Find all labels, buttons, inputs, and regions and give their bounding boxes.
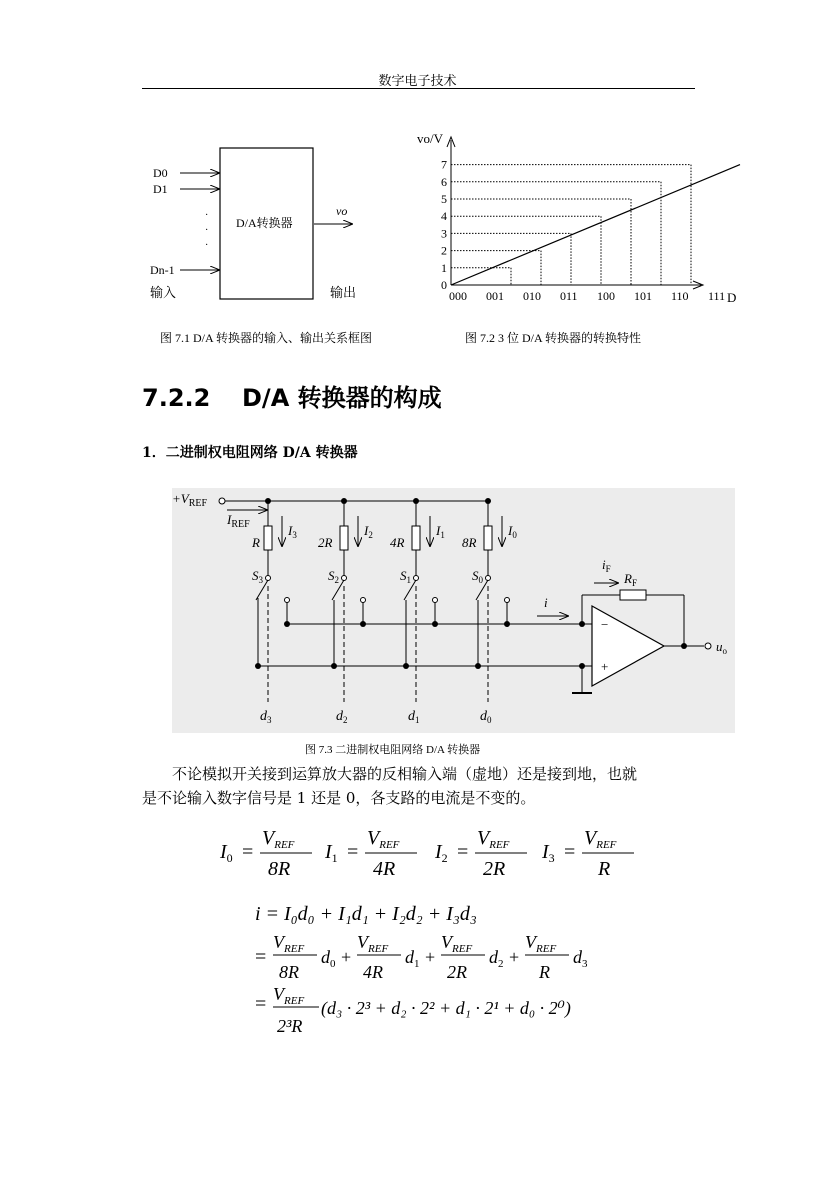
- y-tick-label: 4: [441, 209, 447, 224]
- svg-text:IREF: $I_{REF}$: [227, 512, 250, 530]
- chart-xlabel: D: [727, 290, 737, 305]
- formula-num: $V_{REF}$: [477, 827, 510, 851]
- svg-text:d2: $d_2$: [489, 947, 504, 970]
- svg-text:=: =: [564, 841, 576, 863]
- chart-ylabel: vo/V: [417, 131, 443, 146]
- formula-num: $V_{REF}$: [262, 827, 295, 851]
- vref-label: +V: [172, 491, 189, 506]
- resistor-label: 8R: [462, 535, 477, 550]
- formula-lhs: $I_3$: [542, 841, 555, 865]
- switch-label: $S_2$: [328, 568, 339, 585]
- subsection-heading: 1．二进制权电阻网络 D/A 转换器: [142, 445, 358, 461]
- fig73-circuit: [172, 488, 735, 733]
- branch-current-label: $I_1$: [436, 523, 445, 540]
- section-title: D/A 转换器的构成: [242, 384, 442, 412]
- x-tick-label: 001: [486, 289, 504, 303]
- svg-text:d1: $d_1$: [405, 947, 420, 970]
- formula-final-den: 2³R: [277, 1016, 303, 1036]
- iref-label: I: [227, 512, 232, 527]
- branch-resistor: [264, 526, 272, 550]
- svg-text:+VREF: $+V_{REF}$: [172, 491, 208, 509]
- svg-text:+: +: [341, 947, 352, 967]
- switch-label: $S_0$: [472, 568, 483, 585]
- op-amp-minus: −: [601, 617, 609, 632]
- y-tick-label: 0: [441, 278, 447, 292]
- svg-text:VREF: $V_{REF}$: [273, 984, 305, 1007]
- input-label: 输入: [150, 285, 177, 300]
- i-label: i: [544, 595, 548, 610]
- rf-label: R: [624, 571, 632, 586]
- formula-lhs: $I_2$: [435, 841, 448, 865]
- if-label: i: [602, 557, 606, 572]
- svg-text:=: =: [255, 946, 267, 968]
- y-tick-label: 1: [441, 260, 447, 275]
- formula-block: [215, 818, 655, 1058]
- header-rule: [142, 88, 695, 89]
- formula-den: 8R: [268, 858, 291, 880]
- svg-text:·: ·: [205, 210, 209, 221]
- x-tick-label: 110: [671, 289, 689, 303]
- output-symbol: vo: [336, 204, 348, 218]
- svg-text:VREF: $V_{REF}$: [273, 932, 305, 955]
- input-d0: D0: [153, 166, 168, 180]
- formula-lhs: $I_1$: [325, 841, 338, 865]
- transfer-line: [451, 165, 740, 285]
- branch-current-label: $I_0$: [508, 523, 517, 540]
- y-tick-label: 5: [441, 192, 447, 206]
- x-tick-label: 100: [597, 289, 615, 303]
- resistor-label: 4R: [390, 535, 405, 550]
- y-tick-label: 7: [441, 157, 447, 172]
- formula-lhs: $I_0$: [220, 841, 233, 865]
- svg-text:4R: 4R: [363, 962, 383, 982]
- svg-text:8R: 8R: [279, 962, 299, 982]
- svg-text:VREF: $V_{REF}$: [441, 932, 473, 955]
- svg-text:VREF: $V_{REF}$: [525, 932, 557, 955]
- svg-text:=: =: [457, 841, 469, 863]
- formula-num: $V_{REF}$: [367, 827, 400, 851]
- resistor-label: R: [252, 535, 260, 550]
- dac-box-label: D/A转换器: [236, 216, 293, 230]
- svg-text:R: R: [539, 962, 550, 982]
- fig72-transfer-chart: [415, 125, 745, 310]
- formula-current-sum: i = I₀d₀ + I₁d₁ + I₂d₂ + I₃d₃: [255, 903, 477, 925]
- svg-text:·: ·: [205, 225, 209, 236]
- formula-den: R: [598, 858, 611, 880]
- paragraph-line1: 不论模拟开关接到运算放大器的反相输入端（虚地）还是接到地，也就: [172, 765, 638, 783]
- branch-resistor: [484, 526, 492, 550]
- switch-label: $S_3$: [252, 568, 263, 585]
- svg-text:=: =: [242, 841, 254, 863]
- branch-current-label: $I_2$: [364, 523, 373, 540]
- switch-label: $S_1$: [400, 568, 411, 585]
- svg-text:iF: $i_F$: [602, 557, 611, 574]
- digit-label: $d_2$: [336, 709, 348, 725]
- digit-label: $d_1$: [408, 709, 420, 725]
- svg-text:d0: $d_0$: [321, 947, 336, 970]
- section-number: 7.2.2: [142, 384, 211, 412]
- x-tick-label: 000: [449, 289, 467, 303]
- output-label: u: [716, 639, 723, 654]
- fig73-caption: 图 7.3 二进制权电阻网络 D/A 转换器: [305, 744, 481, 756]
- svg-text:·: ·: [205, 240, 209, 251]
- svg-text:2R: 2R: [447, 962, 467, 982]
- svg-text:=: =: [347, 841, 359, 863]
- svg-text:uo: $u_o$: [716, 639, 727, 656]
- digit-label: $d_0$: [480, 709, 492, 725]
- x-tick-label: 101: [634, 289, 652, 303]
- branch-resistor: [412, 526, 420, 550]
- circuit-background: [172, 488, 735, 733]
- paragraph-line2: 是不论输入数字信号是 1 还是 0，各支路的电流是不变的。: [142, 789, 536, 807]
- input-dn1: Dn-1: [150, 263, 175, 277]
- svg-text:+: +: [425, 947, 436, 967]
- x-tick-label: 010: [523, 289, 541, 303]
- output-label: 输出: [330, 285, 357, 300]
- y-tick-label: 6: [441, 174, 447, 189]
- formula-final-tail: (d₃ · 2³ + d₂ · 2² + d₁ · 2¹ + d₀ · 2⁰): [321, 998, 571, 1018]
- branch-current-label: $I_3$: [288, 523, 297, 540]
- fig71-caption: 图 7.1 D/A 转换器的输入、输出关系框图: [160, 331, 373, 345]
- formula-den: 4R: [373, 858, 396, 880]
- y-tick-label: 2: [441, 243, 447, 258]
- page-header: 数字电子技术: [378, 74, 457, 89]
- formula-num: $V_{REF}$: [584, 827, 617, 851]
- svg-text:=: =: [255, 993, 267, 1015]
- x-tick-label: 111: [708, 289, 726, 303]
- branch-resistor: [340, 526, 348, 550]
- fig72-caption: 图 7.2 3 位 D/A 转换器的转换特性: [465, 331, 642, 345]
- formula-den: 2R: [483, 858, 506, 880]
- section-heading: [142, 378, 442, 413]
- svg-text:+: +: [509, 947, 520, 967]
- op-amp-plus: +: [601, 659, 609, 674]
- svg-text:VREF: $V_{REF}$: [357, 932, 389, 955]
- svg-text:RF: $R_F$: [624, 571, 637, 588]
- svg-text:d3: $d_3$: [573, 947, 588, 970]
- y-tick-label: 3: [441, 226, 447, 241]
- resistor-label: 2R: [318, 535, 333, 550]
- fig71-block-diagram: [140, 140, 380, 305]
- input-d1: D1: [153, 182, 168, 196]
- rf-resistor: [620, 590, 646, 600]
- x-tick-label: 011: [560, 289, 578, 303]
- digit-label: $d_3$: [260, 709, 272, 725]
